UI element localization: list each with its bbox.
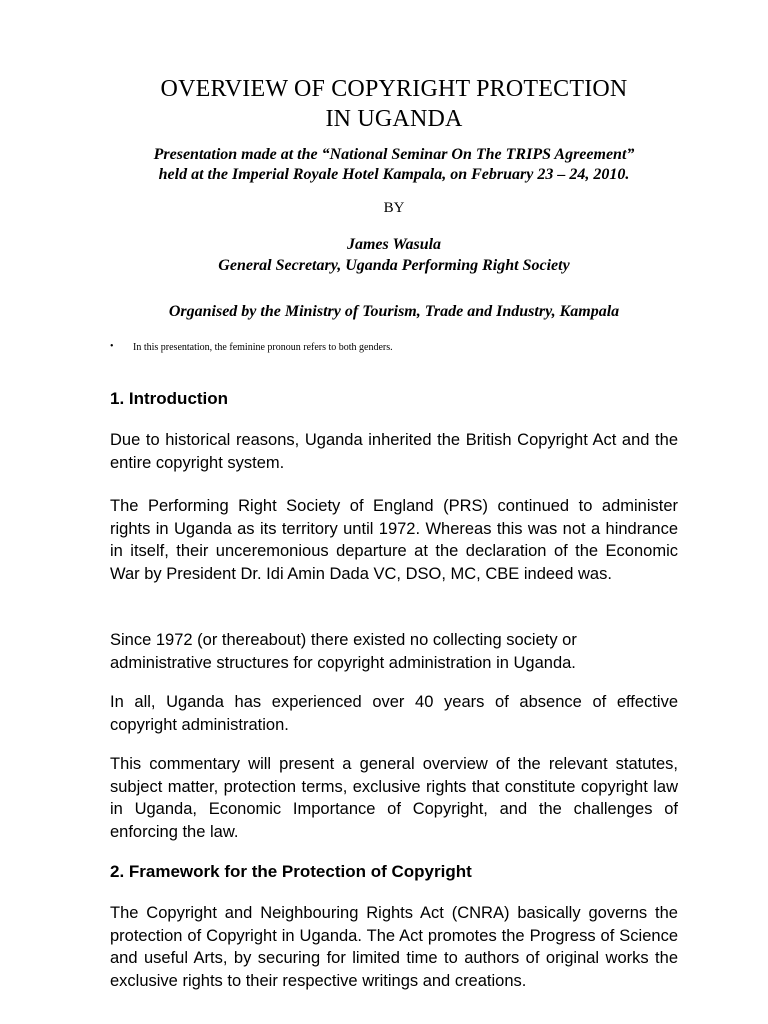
gender-note-text: In this presentation, the feminine pronoun refers to both genders.: [133, 342, 393, 353]
paragraph: In all, Uganda has experienced over 40 years of absence of effective copyright administration.: [110, 693, 678, 734]
author-role: General Secretary, Uganda Performing Right Society: [218, 257, 570, 274]
presentation-subtitle: [100, 145, 688, 185]
organiser-line: Organised by the Ministry of Tourism, Trade and Industry, Kampala: [168, 303, 620, 320]
bullet-icon: •: [110, 341, 114, 352]
subtitle-line-2: held at the Imperial Royale Hotel Kampala, on February 23 – 24, 2010.: [158, 166, 630, 183]
paragraph: Due to historical reasons, Uganda inherited the British Copyright Act and the entire copyright system.: [110, 431, 678, 472]
section-heading-introduction: 1. Introduction: [110, 389, 229, 408]
paragraph: This commentary will present a general overview of the relevant statutes, subject matter, protection terms, exclusive rights that constitute copyright law in Uganda, Economic Importance of Copyright, and the challenges of enforcing the law.: [110, 755, 678, 841]
document-title: [110, 74, 678, 134]
paragraph: The Copyright and Neighbouring Rights Act (CNRA) basically governs the protection of Copyright in Uganda. The Act promotes the Progress of Science and useful Arts, by securing for limited time to authors of original works the exclusive rights to their respective writings and creations.: [110, 904, 678, 990]
paragraph: The Performing Right Society of England (PRS) continued to administer rights in Uganda as its territory until 1972. Whereas this was not a hindrance in itself, their unceremonious departure at the declaration of the Economic War by President Dr. Idi Amin Dada VC, DSO, MC, CBE indeed was.: [110, 497, 678, 583]
subtitle-line-1: Presentation made at the “National Seminar On The TRIPS Agreement”: [153, 146, 635, 163]
title-line-2: IN UGANDA: [325, 106, 463, 132]
author-name: James Wasula: [346, 236, 442, 253]
by-label: BY: [383, 200, 405, 216]
title-line-1: OVERVIEW OF COPYRIGHT PROTECTION: [160, 76, 628, 102]
paragraph: Since 1972 (or thereabout) there existed no collecting society or administrative structures for copyright administration in Uganda.: [110, 631, 577, 672]
section-heading-framework: 2. Framework for the Protection of Copyright: [110, 862, 472, 881]
author-block: [110, 234, 678, 276]
